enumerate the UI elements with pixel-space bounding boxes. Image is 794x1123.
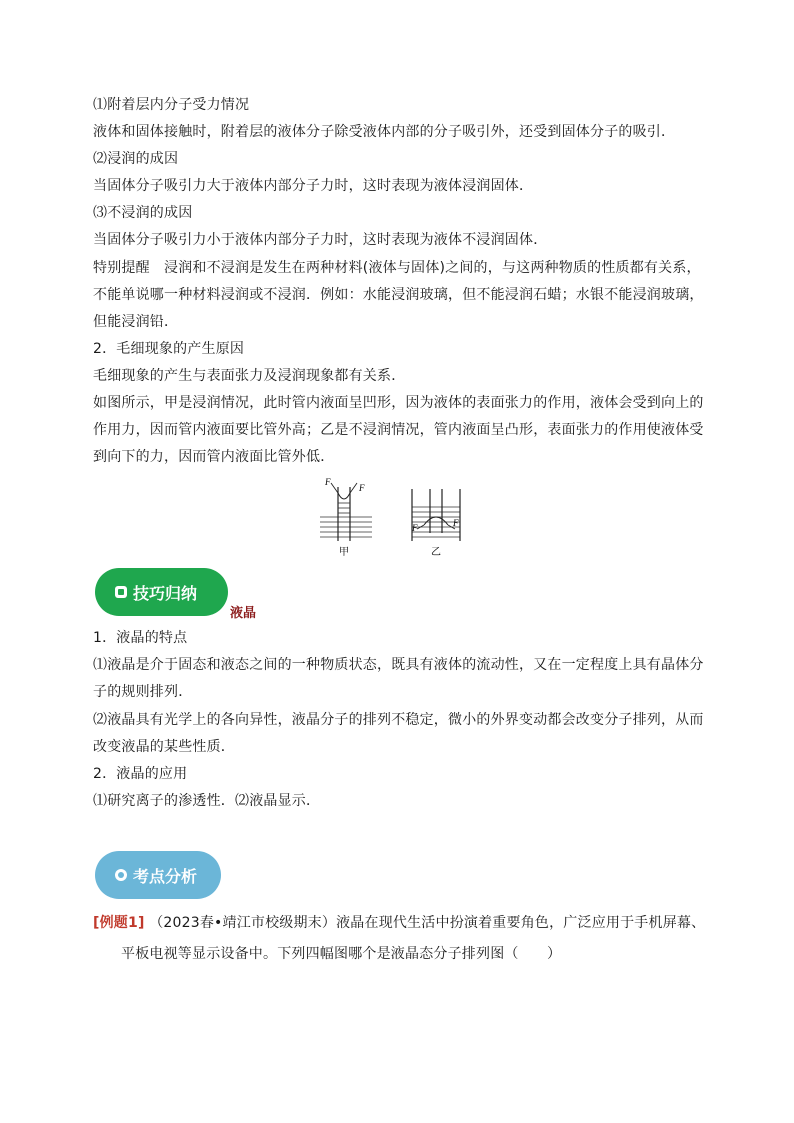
paragraph-line: 毛细现象的产生与表面张力及浸润现象都有关系．: [93, 368, 406, 384]
paragraph-line: ⑵液晶具有光学上的各向异性，液晶分子的排列不稳定，微小的外界变动都会改变分子排列，从而: [93, 712, 704, 728]
badge-label: 考点分析: [133, 866, 198, 886]
paragraph-line: 作用力，因而管内液面要比管外高；乙是不浸润情况，管内液面呈凸形，表面张力的作用使液体受: [93, 422, 704, 438]
paragraph-line: 2．液晶的应用: [93, 766, 188, 782]
paragraph-line: ⑵浸润的成因: [93, 151, 179, 167]
badge-dot-icon: [115, 869, 127, 881]
paragraph-line: 子的规则排列．: [93, 684, 193, 700]
force-label: F: [359, 483, 365, 493]
paragraph-line: ⑴液晶是介于固态和液态之间的一种物质状态，既具有液体的流动性，又在一定程度上具有晶体分: [93, 657, 704, 673]
paragraph-line: 当固体分子吸引力大于液体内部分子力时，这时表现为液体浸润固体．: [93, 178, 534, 194]
paragraph-line: ⑴附着层内分子受力情况: [93, 97, 250, 113]
paragraph-line: 不能单说哪一种材料浸润或不浸润．例如：水能浸润玻璃，但不能浸润石蜡；水银不能浸润玻璃，: [93, 287, 704, 303]
force-label: F: [412, 523, 418, 533]
section-label: 液晶: [230, 606, 257, 621]
capillary-diagram: [300, 473, 500, 565]
paragraph-line: 特别提醒 浸润和不浸润是发生在两种材料(液体与固体)之间的，与这两种物质的性质都有关系，: [93, 260, 701, 276]
paragraph-line: 到向下的力，因而管内液面比管外低．: [93, 449, 335, 465]
paragraph-line: 液体和固体接触时，附着层的液体分子除受液体内部的分子吸引外，还受到固体分子的吸引．: [93, 124, 676, 140]
example-text: （2023春•靖江市校级期末）液晶在现代生活中扮演着重要角色，广泛应用于手机屏幕、: [149, 915, 706, 931]
force-label: F: [325, 477, 331, 487]
figure-label-right: 乙: [431, 547, 441, 558]
key-point-analysis-badge: [95, 851, 221, 899]
wetting-diagram: [320, 477, 372, 558]
paragraph-line: 1．液晶的特点: [93, 630, 188, 646]
figure-label-left: 甲: [339, 547, 349, 558]
example-tag: [例题1]: [93, 915, 145, 931]
example-question-line: [93, 914, 705, 932]
paragraph-line: 如图所示，甲是浸润情况，此时管内液面呈凹形，因为液体的表面张力的作用，液体会受到向上的: [93, 395, 704, 411]
force-label: F: [453, 518, 459, 528]
paragraph-line: ⑴研究离子的渗透性．⑵液晶显示．: [93, 793, 321, 809]
badge-square-icon: [115, 586, 127, 598]
non-wetting-diagram: [411, 489, 460, 558]
example-question-line: 平板电视等显示设备中。下列四幅图哪个是液晶态分子排列图（ ）: [121, 946, 562, 962]
capillary-figure: [300, 473, 500, 565]
paragraph-line: 当固体分子吸引力小于液体内部分子力时，这时表现为液体不浸润固体．: [93, 232, 548, 248]
paragraph-line: 2．毛细现象的产生原因: [93, 341, 245, 357]
badge-label: 技巧归纳: [133, 583, 198, 603]
paragraph-line: 改变液晶的某些性质．: [93, 739, 235, 755]
skills-summary-badge: [95, 568, 228, 616]
paragraph-line: 但能浸润铅．: [93, 314, 179, 330]
paragraph-line: ⑶不浸润的成因: [93, 205, 193, 221]
